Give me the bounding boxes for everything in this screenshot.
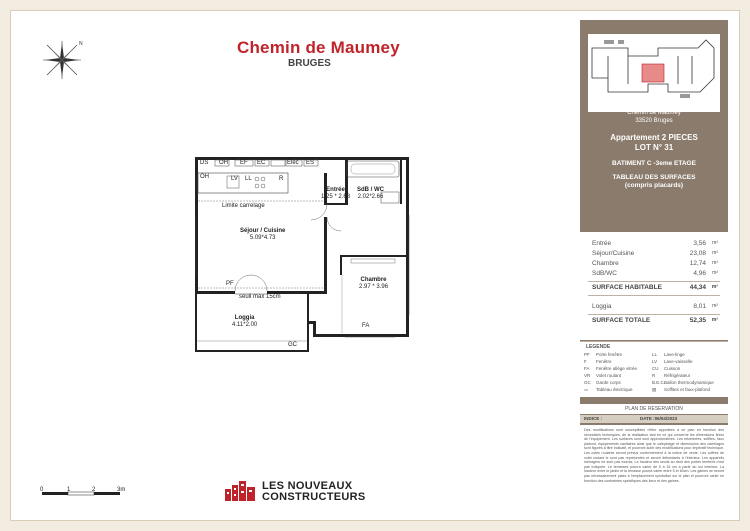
legend-item (584, 380, 621, 385)
lot-number: LOT N° 31 (634, 143, 674, 152)
room-sejour-name: Séjour / Cuisine (240, 228, 286, 234)
surface-unit: m² (712, 270, 718, 276)
surface-habitable-label: SURFACE HABITABLE (592, 284, 662, 291)
equip-ds: DS (200, 160, 209, 166)
equip-elec: Elec (287, 160, 299, 166)
legend-item (584, 387, 633, 393)
room-chambre (359, 277, 388, 291)
index-row (580, 415, 728, 423)
address-line1: Chemin de Maumey (627, 110, 681, 116)
equip-es: ES (306, 160, 315, 166)
surface-label: Séjour/Cuisine (592, 250, 635, 257)
room-entree-name: Entrée (326, 187, 345, 193)
scale-bar (42, 486, 126, 498)
apartment-info (580, 133, 728, 153)
surface-totale-label: SURFACE TOTALE (592, 317, 651, 324)
room-sdb-dims: 2.02*2.66 (357, 194, 384, 200)
divider (588, 295, 720, 296)
room-loggia-name: Loggia (234, 315, 255, 321)
legend-item (652, 359, 693, 364)
tableau-electrique-icon: ▭ (584, 387, 589, 392)
legend-text: Ballon thermodynamique (664, 380, 714, 385)
divider (588, 314, 720, 315)
legend-text: Lave-vaisselle (664, 359, 693, 364)
legend-code: CU (652, 366, 659, 371)
legend-code: VR (584, 373, 591, 378)
legend-item (652, 380, 714, 385)
equip-oh-kitchen: OH (200, 174, 209, 180)
surface-value: 12,74 (689, 260, 706, 267)
equip-ec: EC (257, 160, 266, 166)
equip-ef: EF (240, 160, 248, 166)
loggia-unit: m² (712, 303, 718, 309)
legend-text: Cuisson (664, 366, 681, 371)
surface-totale-unit: m² (711, 317, 718, 323)
legend-title: LEGENDE (586, 344, 611, 350)
equip-ll: LL (245, 176, 252, 182)
legend-code: FA (584, 366, 590, 371)
equip-lv: LV (231, 176, 238, 182)
surface-label: SdB/WC (592, 270, 617, 277)
surface-value: 23,08 (689, 250, 706, 257)
room-chambre-dims: 2.97 * 3.96 (359, 284, 389, 290)
legend-item (652, 352, 685, 357)
panel-address (580, 109, 728, 125)
project-city: BRUGES (288, 58, 331, 69)
brand-logo-text (262, 481, 366, 503)
surface-habitable-row (580, 284, 728, 294)
legend-text: Lave-linge (664, 352, 685, 357)
surface-value: 3,56 (693, 240, 706, 247)
surfaces-table (580, 232, 728, 340)
legend-item (584, 366, 637, 371)
tableau-line1: TABLEAU DES SURFACES (612, 174, 696, 181)
legend-code: LL (652, 352, 658, 357)
limite-carrelage-label: Limite carrelage (222, 203, 265, 209)
apartment-type: Appartement 2 PIECES (610, 133, 698, 142)
logo-line2: CONSTRUCTEURS (262, 491, 366, 503)
surface-unit: m² (712, 260, 718, 266)
surface-row-sdb (580, 270, 728, 280)
surface-unit: m² (712, 240, 718, 246)
indice-label: INDICE : (584, 416, 602, 421)
room-entree (321, 187, 350, 201)
surface-value: 4,96 (693, 270, 706, 277)
surface-row-entree (580, 240, 728, 250)
legend-item (584, 352, 622, 357)
loggia-row (580, 303, 728, 313)
legend-text: Porte fenêtre (596, 352, 623, 357)
legend-code: B.E.C. (652, 380, 666, 385)
tableau-line2: (compris placards) (624, 182, 684, 189)
equip-oh-top: OH (219, 160, 228, 166)
tableau-title (580, 174, 728, 190)
legend-item (584, 359, 612, 364)
legend-text: Fenêtre allège vitrée (596, 366, 638, 371)
surface-totale-value: 52,35 (689, 317, 706, 324)
disclaimer-text: Des modifications sont susceptibles d'être apportées à ce plan en fonction des nécessités techniques, de la réalisation tant en ce qui concerne les dimensions finies de l'équipement. Les surfaces sont sont approximatives. Les retombées, soffites, faux plafond, équipements sanitaires ainsi que le calepinage et dimensions des carrelages sont figurés à titre indicatif, et pourront subir des modifications pour impératif technique. Les cotes roulants seront prévus conformément à la notice de vente. Les coffres de volet roulant le sont pas représentés et seront débordants à l'intérieur. Les appareils ménagers ne sont pas fournis. La hauteur des seuils au droit des portes fenêtres n'est pas indiquée. Le terrasses pourra varier de 5 à 15 cm à partir du sol intérieur. La hauteur entre le jardin et la terrasse pourra varier entre 5 et 60cm. Les gaines ne seront pas nécessairement plaés à l'emplacement symbolisé sur le plan et pourront varier en fonction des contraintes spécifiques des lieux et des gaines. (580, 425, 728, 510)
legend-text: Volet roulant (596, 373, 622, 378)
surface-totale-row (580, 317, 728, 327)
legend-text: Soffites et faux-plafond (664, 387, 710, 392)
room-sejour-dims: 5.09*4.73 (249, 235, 276, 241)
room-sdb-name: SdB / WC (357, 187, 384, 193)
legend-code: F (584, 359, 587, 364)
brand-logo-icon (225, 481, 255, 501)
divider (588, 281, 720, 282)
legend-text: Fenêtre (596, 359, 612, 364)
date-label: DATE :06/04/2023 (640, 416, 678, 421)
info-panel (580, 20, 728, 510)
surface-row-chambre (580, 260, 728, 270)
compass-rose-icon (41, 39, 83, 81)
scale-2: 2 (92, 487, 96, 493)
surface-habitable-value: 44,34 (689, 284, 706, 291)
legend-text: Garde corps (596, 380, 621, 385)
equip-r: R (279, 176, 284, 182)
room-loggia-dims: 4.11*2.00 (232, 322, 258, 328)
loggia-value: 8,01 (693, 303, 706, 310)
batiment-info: BATIMENT C -3eme ETAGE (612, 160, 696, 167)
tag-gc: GC (288, 342, 297, 348)
legend-item (652, 373, 690, 378)
legend (580, 341, 728, 397)
scale-1: 1 (67, 487, 71, 493)
loggia-label: Loggia (592, 303, 612, 310)
surface-label: Chambre (592, 260, 619, 267)
tag-pf: PF (226, 281, 234, 287)
legend-text: Réfrigérateur (664, 373, 691, 378)
legend-item (584, 373, 621, 378)
legend-code: PF (584, 352, 590, 357)
logo-line1: LES NOUVEAUX (262, 480, 353, 492)
seuil-label: seuil max 15cm (239, 294, 281, 300)
surface-row-sejour (580, 250, 728, 260)
room-sejour (240, 228, 285, 242)
location-mini-map (588, 34, 720, 112)
address-line2: 33520 Bruges (635, 118, 673, 124)
scale-0: 0 (40, 487, 44, 493)
floor-plan (195, 155, 415, 360)
room-loggia (232, 315, 257, 329)
soffite-icon: ▨ (652, 387, 657, 392)
north-label: N (79, 41, 83, 47)
room-chambre-name: Chambre (360, 277, 387, 283)
surface-label: Entrée (592, 240, 612, 247)
legend-code: R (652, 373, 656, 378)
room-sdb (357, 187, 384, 201)
legend-text: Tableau électrique (596, 387, 633, 392)
surface-habitable-unit: m² (711, 284, 718, 290)
project-title: Chemin de Maumey (237, 38, 400, 57)
surface-unit: m² (712, 250, 718, 256)
scale-3: 3m (117, 487, 126, 493)
plan-reservation-label: PLAN DE RESERVATION (580, 404, 728, 414)
legend-item (652, 366, 680, 371)
legend-item (652, 387, 710, 393)
room-entree-dims: 1.25 * 2.68 (321, 194, 351, 200)
legend-code: GC (584, 380, 591, 385)
tag-fa: FA (362, 323, 370, 329)
legend-code: LV (652, 359, 658, 364)
